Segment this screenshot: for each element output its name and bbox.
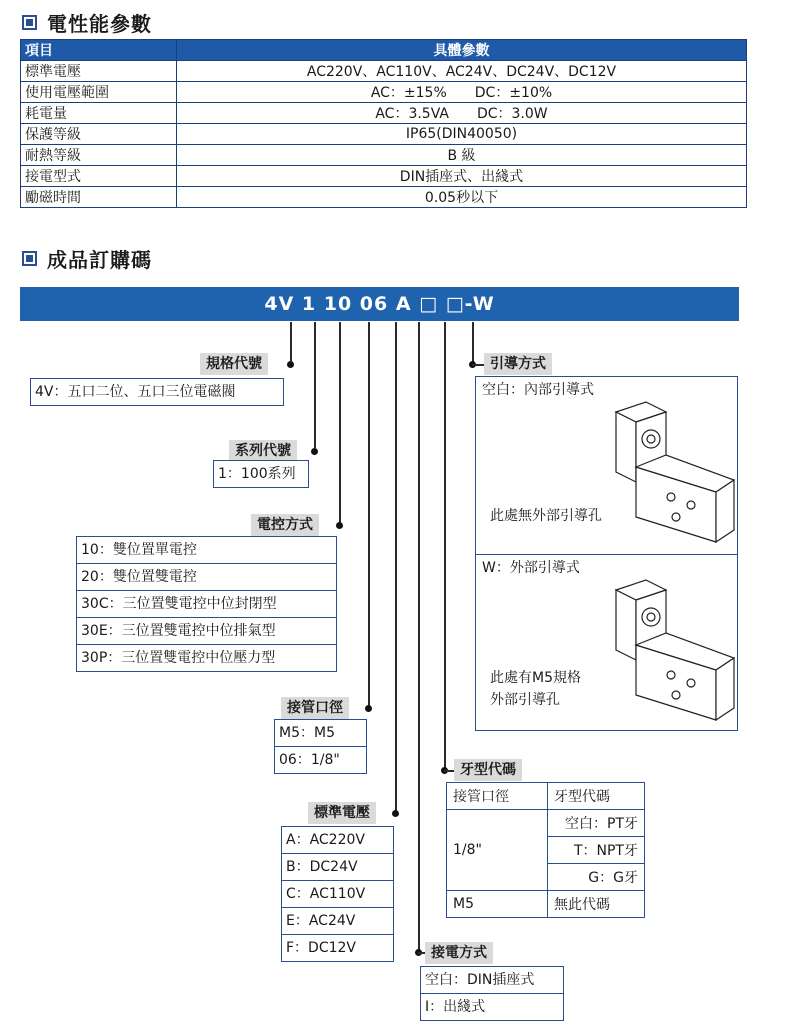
list-item: 10：雙位置單電控 [77,537,336,564]
connector-dot [287,361,294,368]
square-bullet-icon [22,15,37,30]
label-control: 電控方式 [251,514,319,536]
connector-line [418,322,420,952]
list-item: 4V：五口二位、五口三位電磁閥 [35,384,236,400]
order-title: 成品訂購碼 [47,248,152,272]
pilot-internal-title: 空白：內部引導式 [482,382,594,398]
row-value: DIN插座式、出綫式 [177,166,747,187]
connector-dot [365,705,372,712]
row-value: AC：3.5VA DC：3.0W [177,103,747,124]
order-code-bar [20,287,739,321]
connector-line [444,770,454,772]
electrical-spec-table [20,39,747,208]
row-label: 勵磁時間 [21,187,177,208]
pilot-internal-note: 此處無外部引導孔 [490,508,602,524]
section-title-order [22,244,152,273]
thread-size-18: 1/8" [447,810,548,891]
label-pilot: 引導方式 [484,353,552,375]
row-label: 使用電壓範圍 [21,82,177,103]
table-row [21,145,747,166]
table-row [21,103,747,124]
connector-line [472,322,474,364]
list-item: 空白：DIN插座式 [421,967,563,994]
list-item: 1：100系列 [218,466,296,482]
label-voltage: 標準電壓 [308,802,376,824]
label-series: 系列代號 [229,440,297,462]
thread-code-pt: 空白：PT牙 [548,810,645,837]
valve-internal-icon [596,397,736,547]
list-item: A：AC220V [282,827,393,854]
thread-size-m5: M5 [447,891,548,918]
row-label: 標準電壓 [21,61,177,82]
pilot-external-note-2: 外部引導孔 [490,692,560,708]
pilot-box [475,376,738,731]
row-value: B 級 [177,145,747,166]
list-item: E：AC24V [282,908,393,935]
thread-code-m5: 無此代碼 [548,891,645,918]
row-label: 保護等級 [21,124,177,145]
wiring-box [420,966,564,1021]
connector-line [314,322,316,448]
table-row [447,810,645,837]
connector-line [444,322,446,770]
valve-external-icon [596,575,736,725]
thread-header-code: 牙型代碼 [548,783,645,810]
order-code: 4V 1 10 06 A □ □-W [264,293,495,315]
header-params: 具體參數 [177,40,747,61]
table-row [21,124,747,145]
list-item: 30P：三位置雙電控中位壓力型 [81,650,276,666]
list-item: C：AC110V [282,881,393,908]
row-label: 接電型式 [21,166,177,187]
table-row [21,61,747,82]
connector-line [368,322,370,707]
row-value: 0.05秒以下 [177,187,747,208]
electrical-title: 電性能參數 [47,12,152,36]
table-row [21,82,747,103]
list-item: M5：M5 [275,720,366,747]
list-item: 30C：三位置雙電控中位封閉型 [77,591,336,618]
connector-line [290,322,292,361]
label-spec-code: 規格代號 [200,353,268,375]
thread-header-size: 接管口徑 [447,783,548,810]
connector-dot [392,810,399,817]
connector-line [339,322,341,524]
port-box [274,719,367,774]
table-row [447,783,645,810]
list-item: 20：雙位置雙電控 [77,564,336,591]
thread-table [446,782,645,918]
voltage-box [281,826,394,962]
list-item: I：出綫式 [425,999,486,1015]
control-box [76,536,337,672]
pilot-internal-panel [476,377,737,555]
square-bullet-icon [22,251,37,266]
table-row [447,891,645,918]
pilot-external-note-1: 此處有M5規格 [490,670,581,686]
label-thread: 牙型代碼 [454,759,522,781]
pilot-external-panel [476,555,737,731]
list-item: 30E：三位置雙電控中位排氣型 [77,618,336,645]
row-value: AC：±15% DC：±10% [177,82,747,103]
table-header-row [21,40,747,61]
row-value: IP65(DIN40050) [177,124,747,145]
row-label: 耗電量 [21,103,177,124]
list-item: F：DC12V [286,940,356,956]
thread-code-g: G：G牙 [548,864,645,891]
row-label: 耐熱等級 [21,145,177,166]
thread-code-npt: T：NPT牙 [548,837,645,864]
table-row [21,187,747,208]
spec-code-box [30,378,284,406]
label-port: 接管口徑 [281,697,349,719]
header-item: 項目 [21,40,177,61]
label-wiring: 接電方式 [425,942,493,964]
row-value: AC220V、AC110V、AC24V、DC24V、DC12V [177,61,747,82]
table-row [21,166,747,187]
list-item: B：DC24V [282,854,393,881]
section-title-electrical [22,8,152,37]
series-box [213,460,309,488]
connector-dot [336,522,343,529]
list-item: 06：1/8" [279,752,340,768]
connector-line [395,322,397,813]
pilot-external-title: W：外部引導式 [482,560,580,576]
connector-dot [311,448,318,455]
